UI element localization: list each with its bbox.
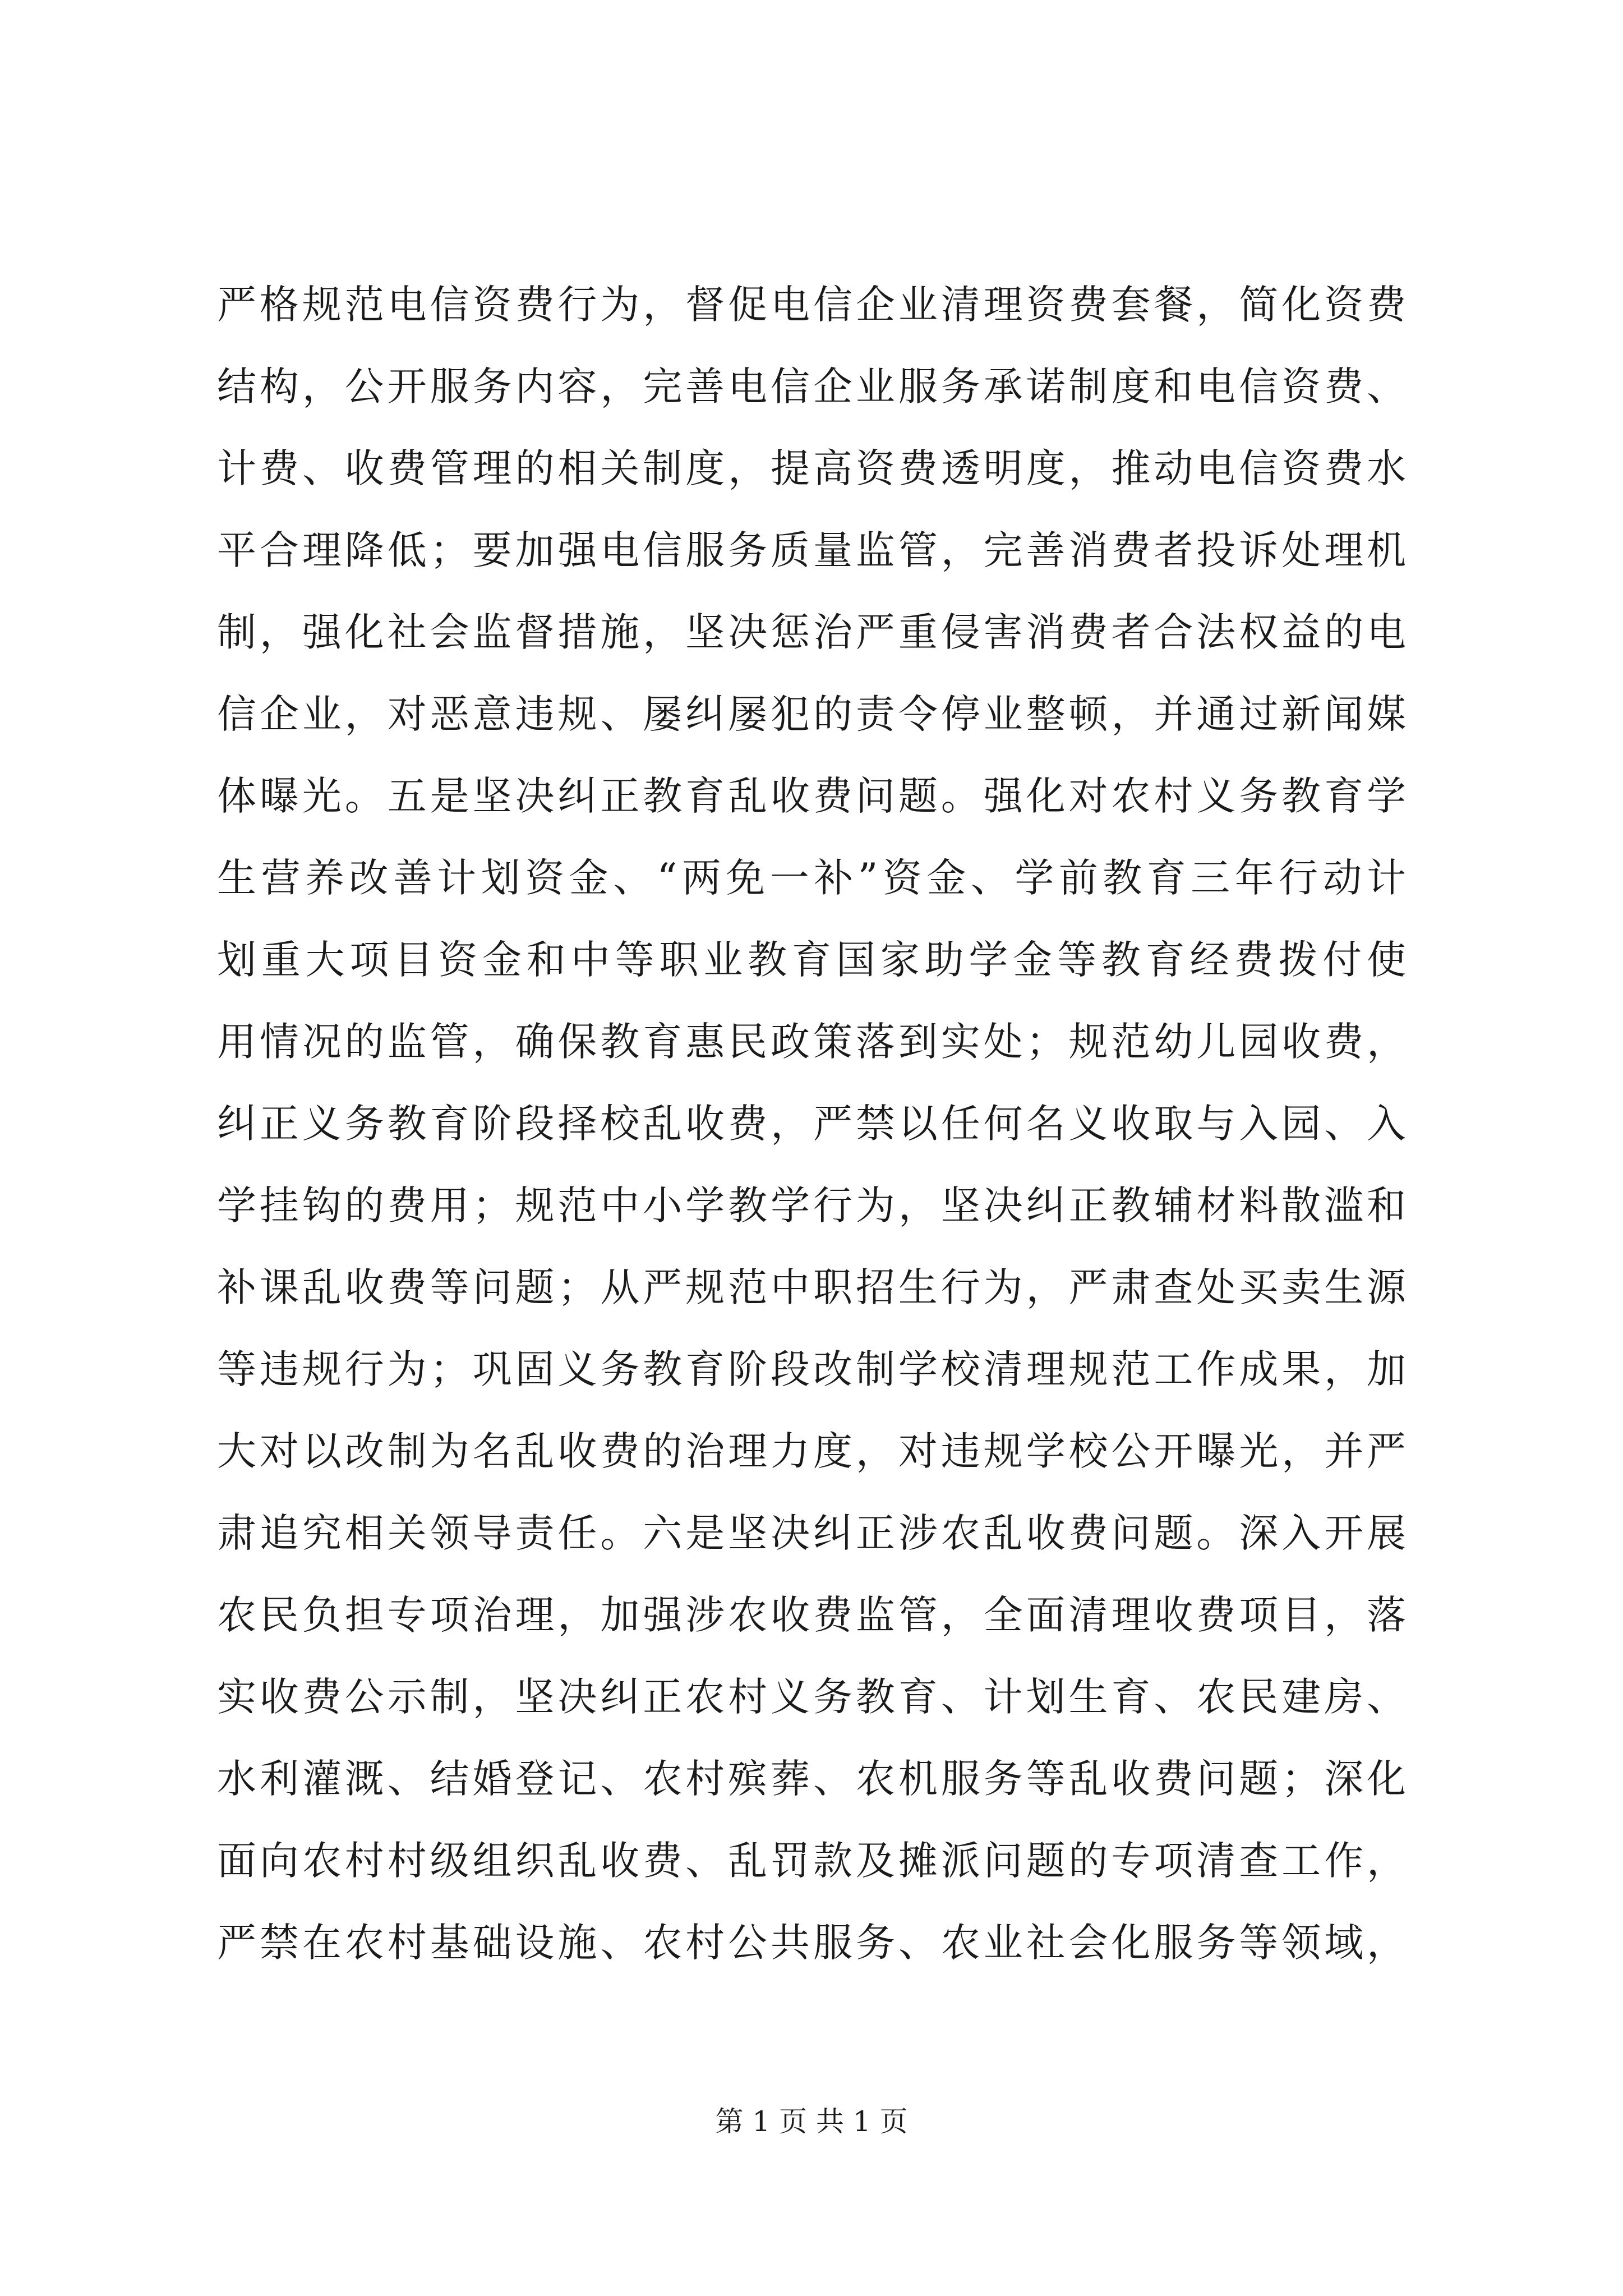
page-footer: 第 1 页 共 1 页 bbox=[715, 2105, 908, 2138]
text-line: 学挂钩的费用；规范中小学教学行为，坚决纠正教辅材料散滥和 bbox=[217, 1182, 1406, 1228]
text-line: 计费、收费管理的相关制度，提高资费透明度，推动电信资费水 bbox=[217, 445, 1406, 491]
text-line: 严禁在农村基础设施、农村公共服务、农业社会化服务等领域， bbox=[217, 1920, 1406, 1966]
text-line: 等违规行为；巩固义务教育阶段改制学校清理规范工作成果，加 bbox=[217, 1346, 1406, 1392]
text-line: 体曝光。五是坚决纠正教育乱收费问题。强化对农村义务教育学 bbox=[217, 773, 1406, 819]
text-line: 农民负担专项治理，加强涉农收费监管，全面清理收费项目，落 bbox=[217, 1592, 1406, 1638]
text-line: 制，强化社会监督措施，坚决惩治严重侵害消费者合法权益的电 bbox=[217, 609, 1406, 655]
text-line: 补课乱收费等问题；从严规范中职招生行为，严肃查处买卖生源 bbox=[217, 1264, 1406, 1310]
text-line: 大对以改制为名乱收费的治理力度，对违规学校公开曝光，并严 bbox=[217, 1428, 1406, 1474]
text-line: 纠正义务教育阶段择校乱收费，严禁以任何名义收取与入园、入 bbox=[217, 1101, 1406, 1147]
text-line: 面向农村村级组织乱收费、乱罚款及摊派问题的专项清查工作， bbox=[217, 1838, 1406, 1884]
text-line: 平合理降低；要加强电信服务质量监管，完善消费者投诉处理机 bbox=[217, 527, 1406, 573]
text-line: 用情况的监管，确保教育惠民政策落到实处；规范幼儿园收费， bbox=[217, 1019, 1406, 1065]
text-line: 生营养改善计划资金、“两免一补”资金、学前教育三年行动计 bbox=[217, 855, 1406, 901]
text-line: 实收费公示制，坚决纠正农村义务教育、计划生育、农民建房、 bbox=[217, 1674, 1406, 1720]
text-line: 结构，公开服务内容，完善电信企业服务承诺制度和电信资费、 bbox=[217, 364, 1406, 409]
text-line: 肃追究相关领导责任。六是坚决纠正涉农乱收费问题。深入开展 bbox=[217, 1510, 1406, 1556]
text-line: 划重大项目资金和中等职业教育国家助学金等教育经费拨付使 bbox=[217, 937, 1406, 983]
text-line: 水利灌溉、结婚登记、农村殡葬、农机服务等乱收费问题；深化 bbox=[217, 1756, 1406, 1802]
text-line: 严格规范电信资费行为，督促电信企业清理资费套餐，简化资费 bbox=[217, 282, 1406, 328]
body-text bbox=[217, 264, 1406, 1984]
text-line: 信企业，对恶意违规、屡纠屡犯的责令停业整顿，并通过新闻媒 bbox=[217, 691, 1406, 737]
